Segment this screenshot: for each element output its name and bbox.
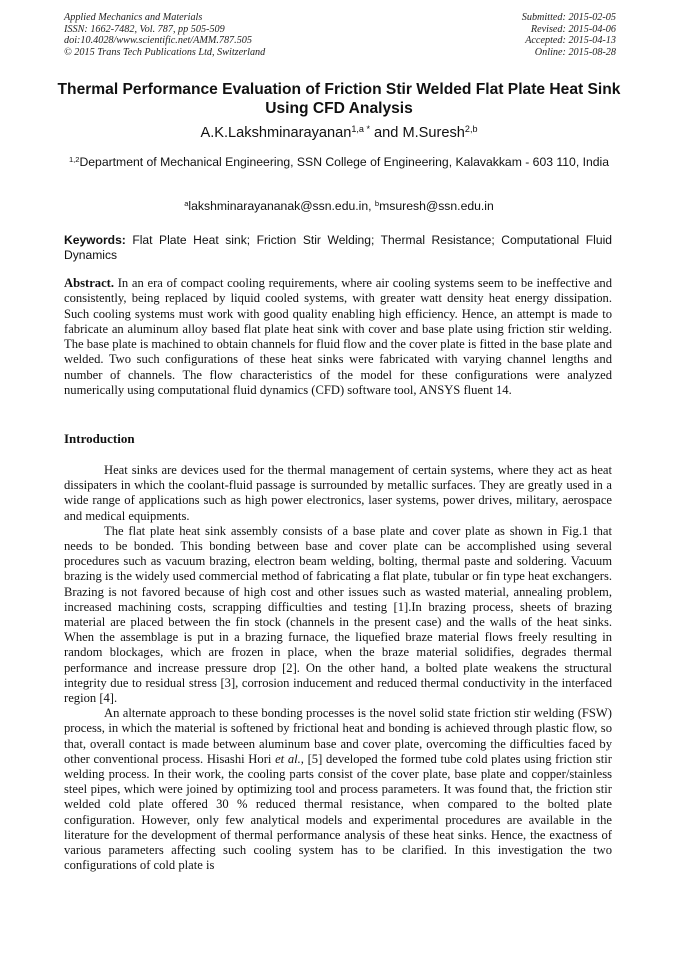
email-separator: ,: [368, 199, 375, 213]
journal-info: [64, 12, 265, 59]
paragraph-text: [5] developed the formed tube cold plates using friction stir welding process. In their work, the cooling parts consist of the cover plate, base plate and copper/stainless steel pipes, which were joined by optimizing tool and process parameters. It was found that, the friction stir welded cold plate offered 30 % reduced thermal resistance, when compared to the bolted plate configuration. However, only few analytical models and experimental procedures are available in the literature for the development of thermal performance analysis of these heat sinks. Hence, the exactness of various parameters affecting such cooling system has to be clarified. In this investigation the two configurations of cold plate is: [64, 751, 612, 873]
email-superscript: b: [374, 198, 380, 208]
submitted-date: Submitted: 2015-02-05: [521, 12, 616, 23]
doi-link[interactable]: doi:10.4028/www.scientific.net/AMM.787.505: [64, 35, 252, 47]
section-heading: Introduction: [64, 431, 135, 446]
email-superscript: a: [184, 198, 189, 208]
author-line: [0, 124, 678, 142]
online-date: Online: 2015-08-28: [534, 47, 616, 59]
keywords-label: Keywords:: [64, 233, 126, 247]
paragraph-text: An alternate approach to these bonding processes is the novel solid state friction stir welding (FSW) process, in which the material is softened by frictional heat and bonding is achieved through plastic flow, so that, overall contact is made between aluminum base and cover plate, overcoming the difficulties faced by other conventional process. Hisashi Hori: [64, 706, 612, 766]
abstract-text: In an era of compact cooling requirements, where air cooling systems seem to be ineffective and consistently, being replaced by liquid cooled systems, with greater watt density heat energy dissipation. Such cooling systems must work with good quality enabling high efficiency. Hence, an attempt is made to fabricate an aluminum alloy based flat plate heat sink with cover and base plate using friction stir welding. The base plate is machined to obtain channels for fluid flow and the cover plate is fitted in the base plate and welded. Two such configurations of these heat sinks were fabricated with varying channel lengths and number of channels. The flow characteristics of the model for these configurations were analyzed numerically using computational fluid dynamics (CFD) software tool, ANSYS fluent 14.: [64, 276, 612, 398]
accepted-date: Accepted: 2015-04-13: [525, 35, 616, 47]
abstract-label: Abstract.: [64, 276, 115, 290]
author-name: M.Suresh: [402, 125, 465, 141]
paper-title: Thermal Performance Evaluation of Friction Stir Welded Flat Plate Heat Sink Using CFD Analysis: [57, 81, 621, 117]
author-connector: and: [370, 125, 403, 141]
author-emails: [0, 198, 678, 214]
author-superscript: 2,b: [464, 124, 478, 135]
affiliation-superscript: 1,2: [68, 154, 80, 164]
paragraph: Heat sinks are devices used for the thermal management of certain systems, where they act as heat dissipaters in which the coolant-fluid passage is surrounded by metallic surfaces. They are greatly used in a wide range of applications such as high power electronics, laser systems, power drives, military, aerospace and medical equipments.: [64, 463, 612, 523]
copyright: © 2015 Trans Tech Publications Ltd, Switzerland: [64, 47, 266, 59]
email-link[interactable]: msuresh@ssn.edu.in: [379, 199, 494, 213]
email-link[interactable]: lakshminarayananak@ssn.edu.in: [188, 199, 369, 213]
abstract: [64, 276, 612, 398]
author-name: A.K.Lakshminarayanan: [200, 125, 352, 141]
keywords-text: Flat Plate Heat sink; Friction Stir Welding; Thermal Resistance; Computational Fluid Dynamics: [64, 233, 612, 262]
journal-name: Applied Mechanics and Materials: [64, 12, 203, 23]
et-al: et al.,: [275, 751, 304, 766]
issn-volume: ISSN: 1662-7482, Vol. 787, pp 505-509: [64, 23, 225, 35]
affiliation-text: Department of Mechanical Engineering, SSN College of Engineering, Kalavakkam - 603 110, India: [79, 155, 610, 169]
keywords: [64, 233, 612, 262]
paragraph: [64, 706, 612, 873]
paragraph: The flat plate heat sink assembly consists of a base plate and cover plate as shown in Fig.1 that needs to be bonded. This bonding between base and cover plate can be accomplished using several procedures such as vacuum brazing, electron beam welding, bolting, thermal paste and soldering. Vacuum brazing is the widely used commercial method of fabricating a flat plate, tubular or fin type heat exchangers. Brazing is not favored because of high cost and other issues such as wasted material, annealing problem, increased machining costs, scrapping difficulties and testing [1].In brazing process, sheets of brazing material are placed between the fin stock (channels in the present case) and the walls of the heat sinks. When the assemblage is put in a brazing furnace, the liquefied braze material flows freely resulting in random blockages, which are frozen in place, when the braze material solidifies, degrades thermal performance and increase pressure drop [2]. On the other hand, a bolted plate weakens the structural integrity due to residual stress [3], corrosion inducement and reduced thermal conductivity in the interfaced region [4].: [64, 523, 612, 706]
affiliation: [40, 151, 638, 173]
revised-date: Revised: 2015-04-06: [530, 23, 616, 35]
introduction-body: [64, 463, 612, 873]
publication-dates: [522, 12, 616, 59]
author-superscript: 1,a *: [351, 124, 370, 135]
